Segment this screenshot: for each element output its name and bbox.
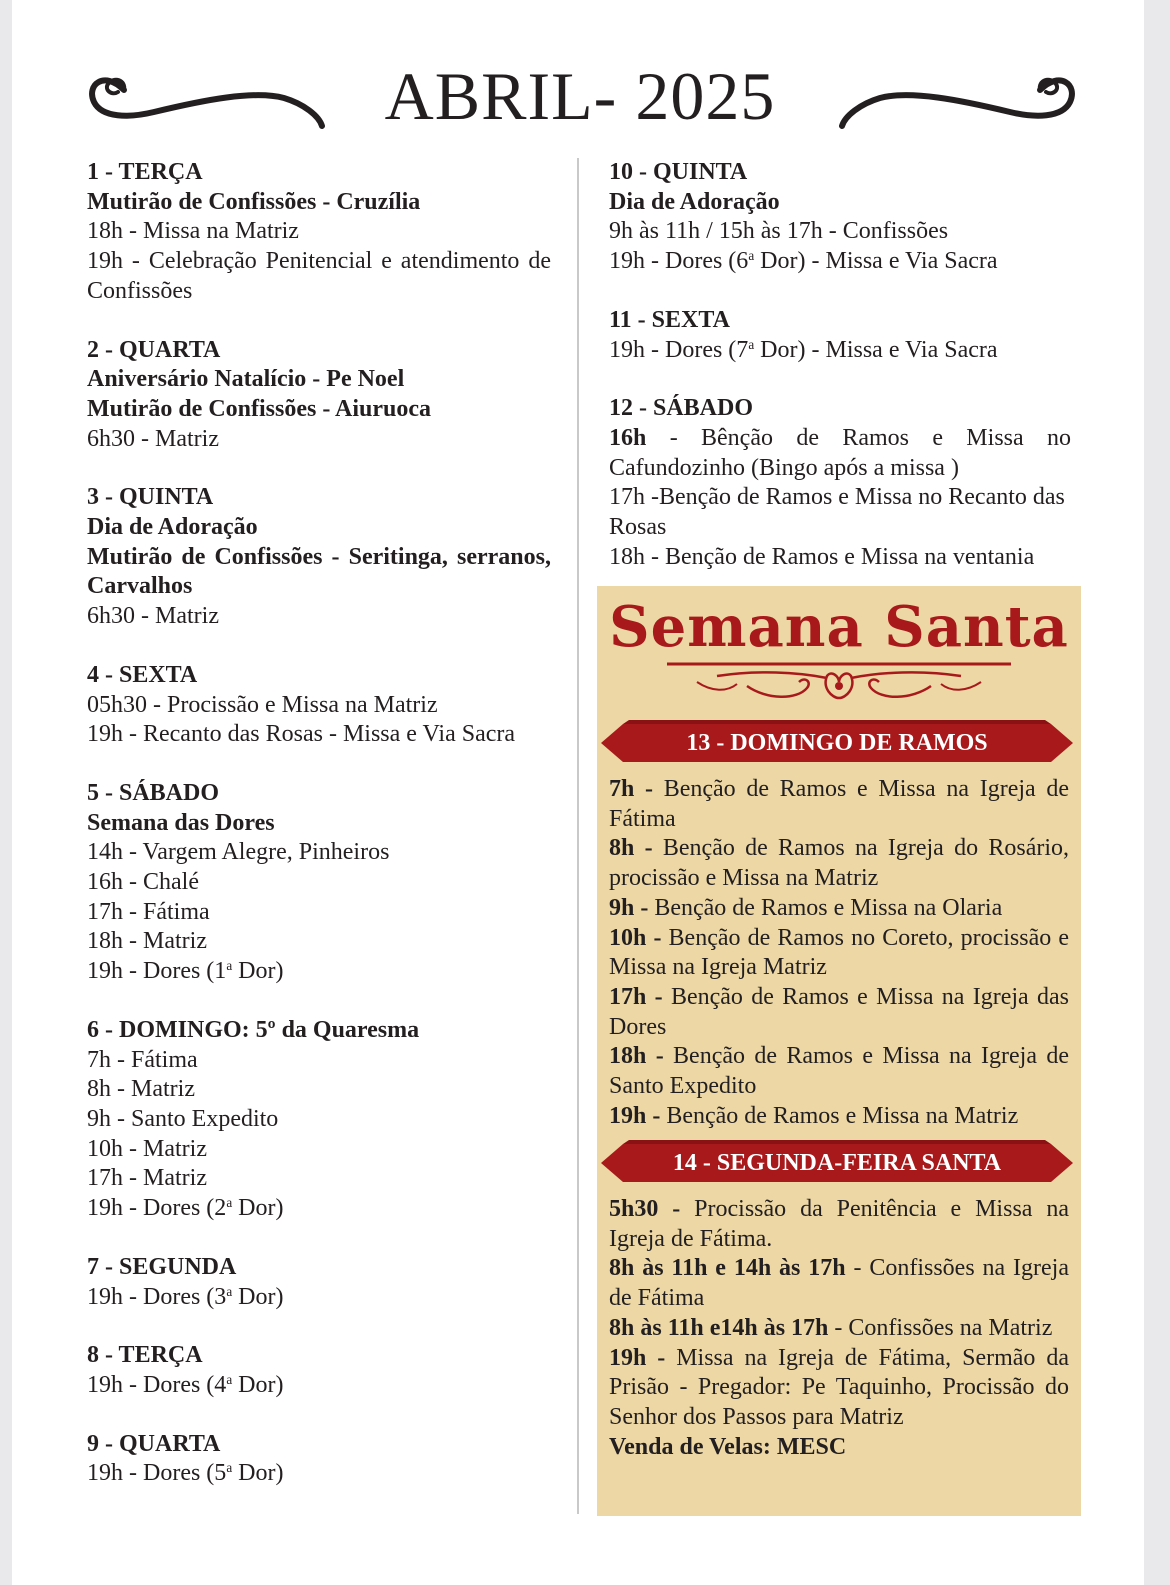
ordinal-marker: a (226, 958, 233, 974)
schedule-time: 16h (609, 424, 647, 451)
schedule-line (87, 395, 551, 425)
schedule-text-after: Dor) (232, 1371, 284, 1398)
schedule-line (87, 188, 551, 218)
schedule-text: 17h - Matriz (87, 1165, 207, 1192)
schedule-text: Mutirão de Confissões - Cruzília (87, 188, 421, 215)
schedule-line (87, 898, 551, 928)
schedule-entry (609, 894, 1069, 924)
day-entry (87, 1016, 551, 1224)
schedule-line (87, 1283, 551, 1313)
schedule-text: Procissão da Penitência e Missa na Igreja de Fátima. (609, 1196, 1069, 1252)
schedule-line (87, 1046, 551, 1076)
header (12, 52, 1144, 142)
ribbon-domingo-de-ramos (601, 720, 1073, 766)
day-entry (87, 1430, 551, 1489)
schedule-entry (609, 1102, 1069, 1132)
ordinal-marker: a (748, 248, 755, 264)
right-column (609, 158, 1071, 601)
schedule-line (87, 543, 551, 602)
schedule-text-after: Dor) - Missa e Via Sacra (754, 248, 998, 275)
schedule-text-after: Dor) (232, 1195, 284, 1222)
day-entry (609, 394, 1071, 572)
ordinal-marker: a (226, 1195, 233, 1211)
schedule-text: 19h - Dores (2 (87, 1195, 227, 1222)
schedule-entry (609, 1042, 1069, 1101)
schedule-line (87, 425, 551, 455)
schedule-text: 7h - Fátima (87, 1046, 198, 1073)
schedule-line (87, 838, 551, 868)
schedule-line (87, 1075, 551, 1105)
schedule-line (87, 927, 551, 957)
day-entry (87, 1253, 551, 1312)
schedule-text: 19h - Dores (3 (87, 1283, 227, 1310)
day-heading: 9 - QUARTA (87, 1430, 221, 1457)
schedule-text: 9h - Santo Expedito (87, 1105, 279, 1132)
day-heading: 10 - QUINTA (609, 159, 748, 185)
page-title: ABRIL- 2025 (384, 58, 776, 134)
schedule-text: 18h - Matriz (87, 928, 207, 955)
schedule-text: 16h - Chalé (87, 869, 199, 896)
schedule-text: 9h às 11h / 15h às 17h - Confissões (609, 218, 949, 245)
schedule-text: Benção de Ramos e Missa na Olaria (654, 894, 1003, 921)
schedule-line (87, 602, 551, 632)
day-heading: 7 - SEGUNDA (87, 1253, 237, 1280)
schedule-text: Mutirão de Confissões - Seritinga, serranos, Carvalhos (87, 543, 551, 600)
schedule-text-after: Dor) - Missa e Via Sacra (754, 336, 998, 363)
schedule-line (609, 543, 1071, 573)
schedule-line (87, 1371, 551, 1401)
schedule-line (87, 247, 551, 306)
schedule-line (87, 513, 551, 543)
schedule-line (87, 365, 551, 395)
day-heading: 8 - TERÇA (87, 1342, 203, 1369)
schedule-line (609, 188, 1071, 218)
left-column (87, 158, 551, 1518)
schedule-time: 19h - (609, 1344, 677, 1371)
right-flourish-ornament (830, 60, 1080, 130)
day-entry (87, 779, 551, 987)
schedule-line (609, 424, 1071, 483)
calendar-page (12, 0, 1144, 1585)
schedule-entry (609, 1195, 1069, 1254)
day-heading: 4 - SEXTA (87, 661, 198, 688)
day-entry (609, 158, 1071, 277)
schedule-time: 7h - (609, 776, 664, 802)
schedule-line (87, 1164, 551, 1194)
schedule-line (87, 720, 551, 750)
schedule-line (609, 217, 1071, 247)
schedule-time: 10h - (609, 924, 669, 951)
day-entry (87, 158, 551, 307)
day-entry (609, 306, 1071, 365)
schedule-text: - Confissões na Matriz (828, 1314, 1053, 1341)
schedule-line (87, 1105, 551, 1135)
day-14-label: 14 - SEGUNDA-FEIRA SANTA (672, 1150, 1002, 1176)
schedule-text: Semana das Dores (87, 809, 275, 836)
schedule-text: Missa na Igreja de Fátima, Sermão da Prisão - Pregador: Pe Taquinho, Procissão do Senhor dos Passos para Matriz (609, 1344, 1069, 1430)
left-flourish-ornament (84, 60, 334, 130)
schedule-time: 8h às 11h e 14h às 17h (609, 1255, 846, 1282)
schedule-text: 19h - Dores (7 (609, 336, 749, 363)
ordinal-marker: a (226, 1372, 233, 1387)
schedule-text: - Confissões na Igreja de Fátima (609, 1255, 1069, 1312)
schedule-text-after: Dor) (232, 1283, 284, 1310)
schedule-time: 8h - (609, 835, 663, 862)
schedule-entry (609, 1254, 1069, 1313)
schedule-text: 19h - Dores (5 (87, 1460, 227, 1487)
schedule-text: 6h30 - Matriz (87, 425, 219, 452)
ordinal-marker: a (226, 1460, 233, 1476)
schedule-entry (609, 1433, 1069, 1463)
schedule-text: Benção de Ramos na Igreja do Rosário, procissão e Missa na Matriz (609, 835, 1069, 892)
schedule-line (609, 336, 1071, 366)
schedule-text-after: Dor) (232, 958, 284, 985)
schedule-line (87, 1194, 551, 1224)
schedule-line (609, 247, 1071, 277)
schedule-line (609, 483, 1071, 542)
column-divider (577, 158, 579, 1514)
schedule-text: 19h - Dores (6 (609, 248, 749, 275)
day-heading: 1 - TERÇA (87, 159, 203, 185)
schedule-time: 19h - (609, 1102, 667, 1129)
schedule-entry (609, 1314, 1069, 1344)
schedule-line (87, 1135, 551, 1165)
schedule-text: Benção de Ramos no Coreto, procissão e Missa na Igreja Matriz (609, 924, 1069, 981)
schedule-entry (609, 1344, 1069, 1433)
day-heading: 3 - QUINTA (87, 484, 214, 511)
schedule-text: Benção de Ramos e Missa na Igreja das Dores (609, 983, 1069, 1040)
schedule-text: 19h - Dores (1 (87, 958, 227, 985)
schedule-line (87, 957, 551, 987)
schedule-text: 10h - Matriz (87, 1135, 207, 1162)
day-13-label: 13 - DOMINGO DE RAMOS (686, 730, 988, 756)
schedule-entry (609, 834, 1069, 893)
semana-santa-title: Semana Santa (609, 594, 1069, 660)
schedule-line (87, 217, 551, 247)
schedule-text: Benção de Ramos e Missa na Matriz (666, 1102, 1019, 1129)
schedule-text: 6h30 - Matriz (87, 603, 219, 630)
day-heading: 11 - SEXTA (609, 306, 730, 333)
schedule-time: Venda de Velas: MESC (609, 1433, 847, 1460)
day-entry (87, 661, 551, 750)
schedule-text: 17h -Benção de Ramos e Missa no Recanto das Rosas (609, 484, 1065, 541)
day-13-list (609, 775, 1069, 1131)
ordinal-marker: a (226, 1283, 233, 1299)
schedule-entry (609, 924, 1069, 983)
schedule-time: 5h30 - (609, 1196, 695, 1222)
schedule-text: 18h - Missa na Matriz (87, 218, 299, 245)
day-heading: 2 - QUARTA (87, 336, 221, 363)
day-entry (87, 1341, 551, 1400)
schedule-text: 17h - Fátima (87, 898, 210, 925)
ribbon-segunda-feira-santa (601, 1140, 1073, 1186)
schedule-line (87, 868, 551, 898)
schedule-text: 19h - Dores (4 (87, 1371, 227, 1398)
day-entry (87, 336, 551, 455)
schedule-text: 19h - Celebração Penitencial e atendimento de Confissões (87, 248, 551, 304)
schedule-text: Aniversário Natalício - Pe Noel (87, 366, 405, 393)
schedule-line (87, 809, 551, 839)
schedule-text: Benção de Ramos e Missa na Igreja de Fátima (609, 776, 1069, 832)
semana-santa-ornament (657, 656, 1021, 706)
schedule-text: Mutirão de Confissões - Aiuruoca (87, 395, 431, 422)
schedule-text: 05h30 - Procissão e Missa na Matriz (87, 691, 438, 718)
schedule-time: 17h - (609, 983, 671, 1010)
schedule-time: 18h - (609, 1043, 674, 1070)
day-heading: 6 - DOMINGO: 5º da Quaresma (87, 1016, 420, 1043)
day-14-list (609, 1195, 1069, 1462)
schedule-line (87, 691, 551, 721)
day-heading: 5 - SÁBADO (87, 779, 220, 806)
ordinal-marker: a (748, 336, 755, 352)
schedule-text-after: Dor) (232, 1460, 284, 1487)
schedule-text: 18h - Benção de Ramos e Missa na ventania (609, 543, 1035, 570)
schedule-entry (609, 775, 1069, 834)
schedule-text: 8h - Matriz (87, 1076, 195, 1103)
schedule-text: Dia de Adoração (609, 188, 780, 215)
day-heading: 12 - SÁBADO (609, 395, 754, 422)
schedule-line (87, 1459, 551, 1489)
schedule-text: 19h - Recanto das Rosas - Missa e Via Sacra (87, 721, 516, 748)
schedule-text: - Bênção de Ramos e Missa no Cafundozinho (Bingo após a missa ) (609, 424, 1071, 481)
day-entry (87, 483, 551, 632)
schedule-text: Benção de Ramos e Missa na Igreja de Santo Expedito (609, 1043, 1069, 1100)
schedule-text: Dia de Adoração (87, 514, 258, 541)
schedule-time: 9h - (609, 894, 655, 921)
schedule-entry (609, 983, 1069, 1042)
schedule-text: 14h - Vargem Alegre, Pinheiros (87, 839, 390, 866)
schedule-time: 8h às 11h e14h às 17h (609, 1314, 829, 1341)
semana-santa-box (597, 586, 1081, 1516)
